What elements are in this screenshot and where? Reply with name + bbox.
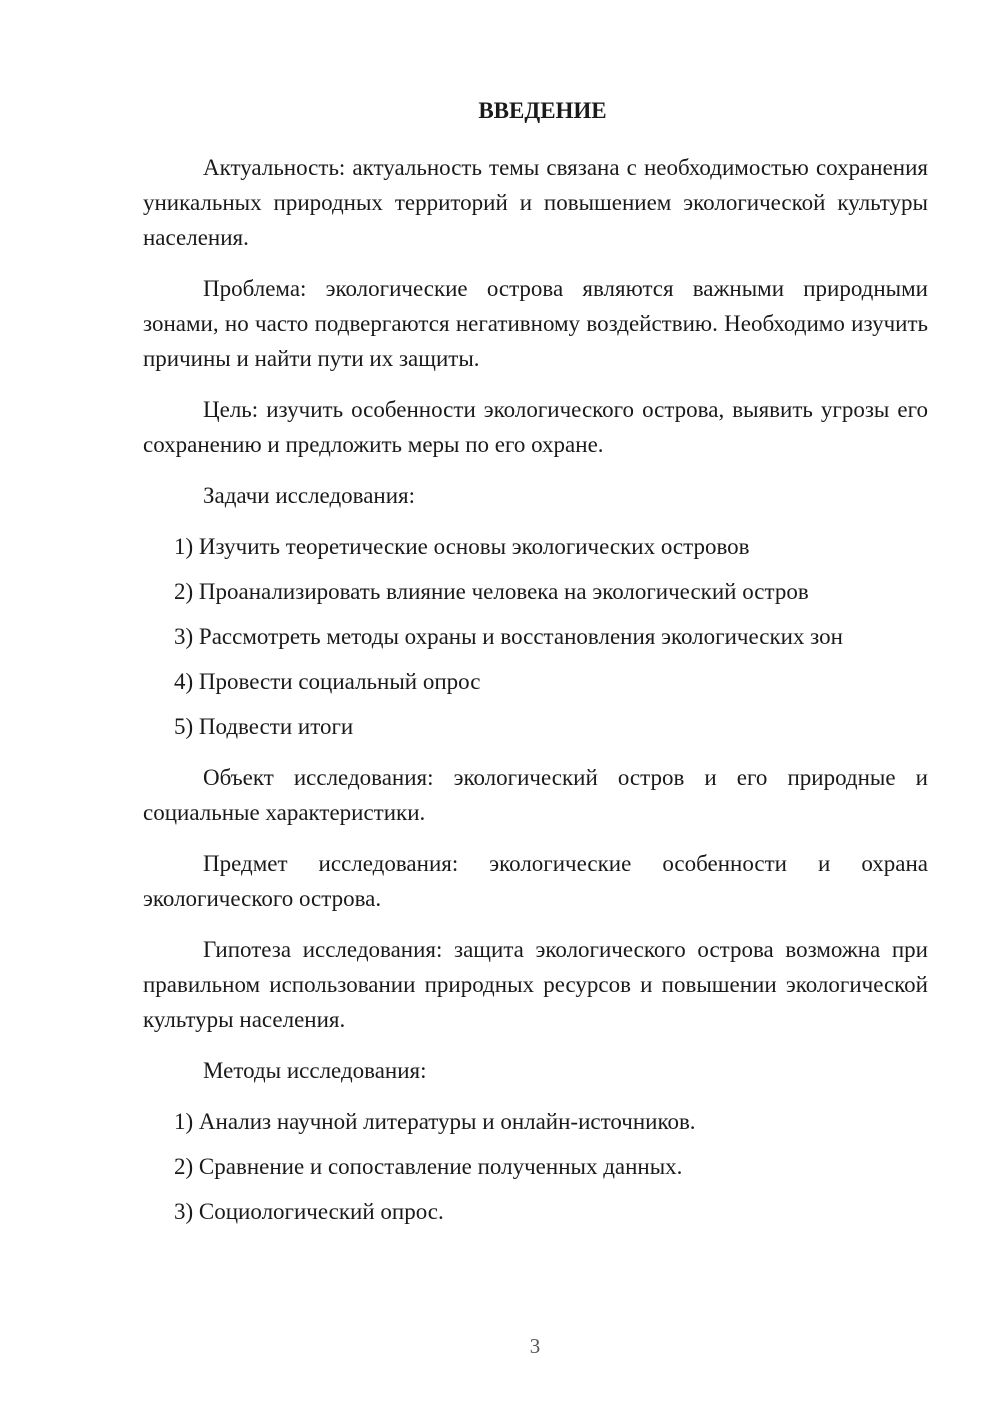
- page-content: [143, 96, 928, 1245]
- section-title: ВВЕДЕНИЕ: [478, 98, 607, 123]
- methods-list: [143, 1104, 928, 1229]
- tasks-heading: Задачи исследования:: [203, 483, 416, 508]
- problem-paragraph: Проблема: экологические острова являются важными природными зонами, но часто подвергаются негативному воздействию. Необходимо изучить причины и найти пути их защиты.: [143, 276, 928, 371]
- relevance-paragraph: Актуальность: актуальность темы связана с необходимостью сохранения уникальных природных территорий и повышением экологической культуры населения.: [143, 155, 928, 250]
- task-item: 4) Провести социальный опрос: [174, 669, 481, 694]
- method-item: 1) Анализ научной литературы и онлайн-источников.: [174, 1109, 696, 1134]
- subject-paragraph: Предмет исследования: экологические особенности и охрана экологического острова.: [143, 851, 928, 911]
- goal-paragraph: Цель: изучить особенности экологического острова, выявить угрозы его сохранению и предложить меры по его охране.: [143, 397, 928, 457]
- methods-heading: Методы исследования:: [203, 1058, 427, 1083]
- method-item: 3) Социологический опрос.: [174, 1199, 444, 1224]
- page-number: 3: [529, 1334, 541, 1358]
- tasks-list: [143, 529, 928, 744]
- object-paragraph: Объект исследования: экологический остров и его природные и социальные характеристики.: [143, 765, 928, 825]
- task-item: 1) Изучить теоретические основы экологических островов: [174, 534, 750, 559]
- method-item: 2) Сравнение и сопоставление полученных данных.: [174, 1154, 683, 1179]
- hypothesis-paragraph: Гипотеза исследования: защита экологического острова возможна при правильном использовании природных ресурсов и повышении экологической культуры населения.: [143, 937, 928, 1032]
- task-item: 5) Подвести итоги: [174, 714, 354, 739]
- task-item: 3) Рассмотреть методы охраны и восстановления экологических зон: [174, 624, 843, 649]
- task-item: 2) Проанализировать влияние человека на экологический остров: [174, 579, 809, 604]
